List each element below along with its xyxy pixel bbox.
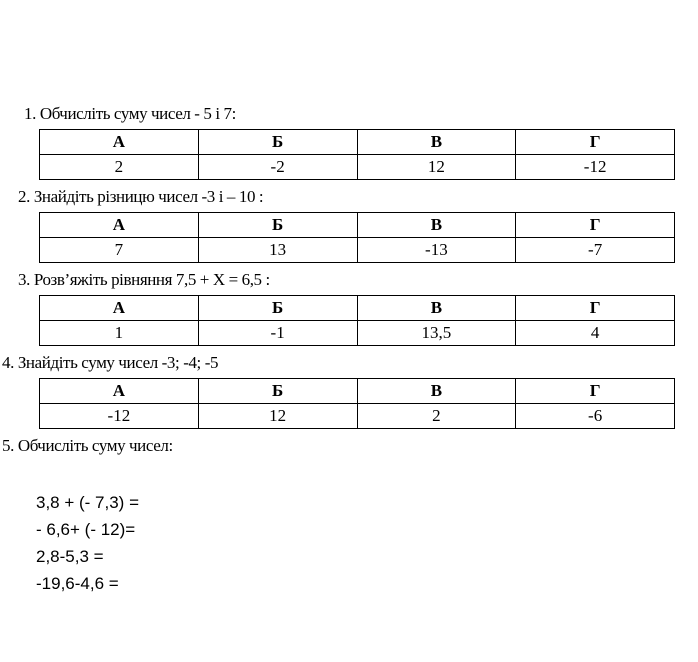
option-header-v: В [357,379,516,404]
expression-list [36,489,139,597]
question-4 [2,353,218,373]
answer-header-row [40,296,675,321]
question-number: 1. [24,104,36,123]
option-header-g: Г [516,379,675,404]
option-header-a: А [40,379,199,404]
answer-value-row [40,155,675,180]
question-number: 5. [2,436,14,455]
question-text: Знайдіть суму чисел -3; -4; -5 [17,353,219,372]
option-header-g: Г [516,213,675,238]
option-value-v: -13 [357,238,516,263]
option-value-g: -7 [516,238,675,263]
answer-table-1 [39,129,675,180]
option-value-a: 2 [40,155,199,180]
option-header-b: Б [198,130,357,155]
option-header-a: А [40,296,199,321]
expression-line: 2,8-5,3 = [36,547,104,566]
option-value-a: 1 [40,321,199,346]
option-value-g: -12 [516,155,675,180]
question-2 [18,187,263,207]
option-header-v: В [357,296,516,321]
expression-line: - 6,6+ (- 12)= [36,520,136,539]
answer-value-row [40,404,675,429]
option-value-b: 12 [198,404,357,429]
answer-header-row [40,379,675,404]
option-value-g: 4 [516,321,675,346]
question-text: Обчисліть суму чисел: [17,436,173,455]
option-value-a: 7 [40,238,199,263]
option-value-v: 12 [357,155,516,180]
question-text: Розв’яжіть рівняння 7,5 + Х = 6,5 : [33,270,270,289]
question-5 [2,436,173,456]
answer-table-4 [39,378,675,429]
option-header-a: А [40,130,199,155]
option-header-b: Б [198,379,357,404]
answer-table-3 [39,295,675,346]
answer-value-row [40,321,675,346]
question-3 [18,270,270,290]
answer-header-row [40,213,675,238]
option-value-a: -12 [40,404,199,429]
option-value-b: -1 [198,321,357,346]
question-1 [24,104,236,124]
question-number: 4. [2,353,14,372]
answer-value-row [40,238,675,263]
option-header-v: В [357,130,516,155]
question-text: Обчисліть суму чисел - 5 і 7: [39,104,236,123]
option-header-a: А [40,213,199,238]
option-value-v: 13,5 [357,321,516,346]
option-header-v: В [357,213,516,238]
question-text: Знайдіть різницю чисел -3 і – 10 : [33,187,264,206]
expression-line: 3,8 + (- 7,3) = [36,493,139,512]
option-value-v: 2 [357,404,516,429]
option-header-b: Б [198,213,357,238]
option-header-g: Г [516,130,675,155]
option-value-g: -6 [516,404,675,429]
option-header-b: Б [198,296,357,321]
option-value-b: -2 [198,155,357,180]
expression-line: -19,6-4,6 = [36,574,119,593]
option-header-g: Г [516,296,675,321]
question-number: 3. [18,270,30,289]
question-number: 2. [18,187,30,206]
answer-table-2 [39,212,675,263]
option-value-b: 13 [198,238,357,263]
answer-header-row [40,130,675,155]
